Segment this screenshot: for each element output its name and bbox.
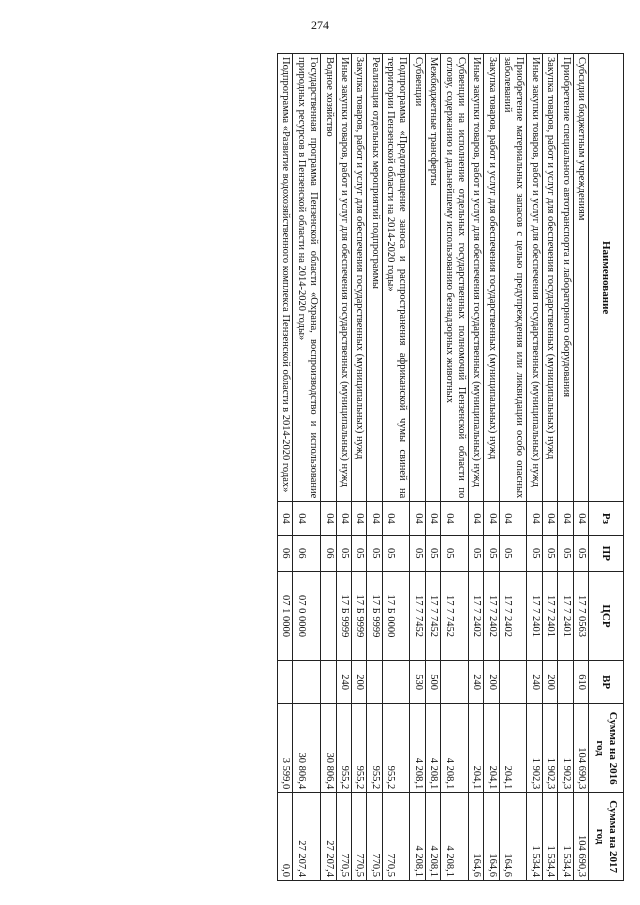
- row-pr-cell: 05: [352, 535, 367, 571]
- row-name-cell: Приобретение специального автотранспорта и лабораторного оборудования: [558, 54, 573, 502]
- row-rz-cell: 04: [527, 502, 542, 535]
- row-rz-cell: 04: [573, 502, 588, 535]
- row-name-cell: Реализация отдельных мероприятий подпрограммы: [367, 54, 382, 502]
- header-rz: Рз: [589, 502, 624, 535]
- row-sum-2016-cell: 204,1: [499, 704, 527, 793]
- row-name-cell: Межбюджетные трансферты: [425, 54, 440, 502]
- row-sum-2017-cell: 27 207,4: [321, 793, 336, 881]
- row-name-cell: Государственная программа Пензенской области «Охрана, воспроизводство и использование природных ресурсов в Пензенской области на 2014-2020 годы»: [293, 54, 321, 502]
- row-sum-2017-cell: 1 534,4: [542, 793, 557, 881]
- row-csr-cell: 17 Б 0000: [382, 571, 410, 660]
- table-row: [367, 54, 382, 881]
- row-sum-2017-cell: 164,6: [499, 793, 527, 881]
- row-csr-cell: 07 1 0000: [278, 571, 293, 660]
- row-rz-cell: 04: [558, 502, 573, 535]
- row-sum-2016-cell: 1 902,3: [542, 704, 557, 793]
- table-row: [542, 54, 557, 881]
- table-row: [441, 54, 469, 881]
- row-vr-cell: 240: [469, 660, 484, 703]
- table-body: [278, 54, 589, 881]
- row-pr-cell: 06: [278, 535, 293, 571]
- table-row: [573, 54, 588, 881]
- row-sum-2016-cell: 4 208,1: [425, 704, 440, 793]
- row-pr-cell: 05: [542, 535, 557, 571]
- row-vr-cell: [382, 660, 410, 703]
- table-row: [382, 54, 410, 881]
- header-csr: ЦСР: [589, 571, 624, 660]
- page-number: 274: [311, 18, 329, 32]
- row-pr-cell: 05: [425, 535, 440, 571]
- row-vr-cell: 240: [527, 660, 542, 703]
- row-rz-cell: 04: [484, 502, 499, 535]
- row-rz-cell: 04: [425, 502, 440, 535]
- row-pr-cell: 06: [321, 535, 336, 571]
- row-vr-cell: [441, 660, 469, 703]
- row-csr-cell: [321, 571, 336, 660]
- table-row: [321, 54, 336, 881]
- table-row: [410, 54, 425, 881]
- row-pr-cell: 05: [469, 535, 484, 571]
- row-sum-2017-cell: 770,5: [367, 793, 382, 881]
- row-name-cell: Субвенции на исполнение отдельных государственных полномочий Пензенской области по отлову, содержанию и дальнейшему использованию безнадзорных животных: [441, 54, 469, 502]
- row-sum-2017-cell: 27 207,4: [293, 793, 321, 881]
- row-sum-2016-cell: 4 208,1: [410, 704, 425, 793]
- row-sum-2017-cell: 164,6: [484, 793, 499, 881]
- table-row: [293, 54, 321, 881]
- table-header-row: [589, 54, 624, 881]
- row-vr-cell: [499, 660, 527, 703]
- row-sum-2017-cell: 770,5: [382, 793, 410, 881]
- row-rz-cell: 04: [542, 502, 557, 535]
- header-sum-2016: Сумма на 2016 год: [589, 704, 624, 793]
- row-csr-cell: 17 Б 9999: [367, 571, 382, 660]
- row-pr-cell: 05: [573, 535, 588, 571]
- row-csr-cell: 17 Б 9999: [336, 571, 351, 660]
- row-vr-cell: 200: [542, 660, 557, 703]
- row-sum-2017-cell: 770,5: [336, 793, 351, 881]
- row-vr-cell: 200: [352, 660, 367, 703]
- row-sum-2017-cell: 104 690,3: [573, 793, 588, 881]
- row-sum-2017-cell: 1 534,4: [527, 793, 542, 881]
- header-pr: ПР: [589, 535, 624, 571]
- row-sum-2017-cell: 1 534,4: [558, 793, 573, 881]
- row-pr-cell: 05: [410, 535, 425, 571]
- row-sum-2016-cell: 4 208,1: [441, 704, 469, 793]
- row-pr-cell: 05: [441, 535, 469, 571]
- row-vr-cell: [278, 660, 293, 703]
- row-vr-cell: 500: [425, 660, 440, 703]
- row-pr-cell: 06: [293, 535, 321, 571]
- row-sum-2016-cell: 955,2: [367, 704, 382, 793]
- row-sum-2016-cell: 104 690,3: [573, 704, 588, 793]
- row-sum-2017-cell: 0,0: [278, 793, 293, 881]
- row-csr-cell: 17 7 2402: [484, 571, 499, 660]
- row-sum-2017-cell: 4 208,1: [441, 793, 469, 881]
- row-sum-2016-cell: 955,2: [336, 704, 351, 793]
- row-vr-cell: 240: [336, 660, 351, 703]
- row-csr-cell: 07 0 0000: [293, 571, 321, 660]
- table-row: [558, 54, 573, 881]
- row-csr-cell: 17 7 7452: [410, 571, 425, 660]
- table-row: [336, 54, 351, 881]
- row-csr-cell: 17 7 2402: [469, 571, 484, 660]
- row-name-cell: Подпрограмма «Предотвращение заноса и распространения африканской чумы свиней на территории Пензенской области на 2014-2020 годы»: [382, 54, 410, 502]
- row-name-cell: Водное хозяйство: [321, 54, 336, 502]
- row-pr-cell: 05: [499, 535, 527, 571]
- table-row: [484, 54, 499, 881]
- row-csr-cell: 17 Б 9999: [352, 571, 367, 660]
- row-sum-2016-cell: 30 806,4: [293, 704, 321, 793]
- row-vr-cell: 530: [410, 660, 425, 703]
- rotated-table-container: [90, 53, 624, 881]
- row-sum-2016-cell: 30 806,4: [321, 704, 336, 793]
- row-sum-2016-cell: 955,2: [382, 704, 410, 793]
- row-rz-cell: 04: [410, 502, 425, 535]
- row-name-cell: Иные закупки товаров, работ и услуг для обеспечения государственных (муниципальных) нужд: [527, 54, 542, 502]
- row-sum-2017-cell: 164,6: [469, 793, 484, 881]
- row-rz-cell: 04: [352, 502, 367, 535]
- row-sum-2016-cell: 1 902,3: [558, 704, 573, 793]
- row-rz-cell: 04: [441, 502, 469, 535]
- row-csr-cell: 17 7 7452: [441, 571, 469, 660]
- row-csr-cell: 17 7 2401: [542, 571, 557, 660]
- row-pr-cell: 05: [484, 535, 499, 571]
- row-vr-cell: [293, 660, 321, 703]
- table-row: [425, 54, 440, 881]
- row-sum-2016-cell: 204,1: [484, 704, 499, 793]
- row-pr-cell: 05: [558, 535, 573, 571]
- row-rz-cell: 04: [293, 502, 321, 535]
- row-sum-2016-cell: 955,2: [352, 704, 367, 793]
- row-pr-cell: 05: [382, 535, 410, 571]
- row-rz-cell: 04: [382, 502, 410, 535]
- table-row: [527, 54, 542, 881]
- row-vr-cell: 200: [484, 660, 499, 703]
- row-pr-cell: 05: [367, 535, 382, 571]
- header-sum-2017: Сумма на 2017 год: [589, 793, 624, 881]
- header-vr: ВР: [589, 660, 624, 703]
- table-row: [499, 54, 527, 881]
- row-sum-2016-cell: 1 902,3: [527, 704, 542, 793]
- row-name-cell: Закупка товаров, работ и услуг для обеспечения государственных (муниципальных) нужд: [542, 54, 557, 502]
- row-name-cell: Субсидии бюджетным учреждениям: [573, 54, 588, 502]
- row-sum-2016-cell: 3 599,0: [278, 704, 293, 793]
- table-row: [352, 54, 367, 881]
- row-pr-cell: 05: [336, 535, 351, 571]
- row-csr-cell: 17 7 2402: [499, 571, 527, 660]
- row-name-cell: Закупка товаров, работ и услуг для обеспечения государственных (муниципальных) нужд: [352, 54, 367, 502]
- row-pr-cell: 05: [527, 535, 542, 571]
- row-sum-2017-cell: 4 208,1: [425, 793, 440, 881]
- row-name-cell: Приобретение материальных запасов с целью предупреждения или ликвидации особо опасных заболеваний: [499, 54, 527, 502]
- row-sum-2017-cell: 770,5: [352, 793, 367, 881]
- row-vr-cell: [367, 660, 382, 703]
- row-name-cell: Закупка товаров, работ и услуг для обеспечения государственных (муниципальных) нужд: [484, 54, 499, 502]
- row-csr-cell: 17 7 0563: [573, 571, 588, 660]
- header-name: Наименование: [589, 54, 624, 502]
- row-rz-cell: 04: [469, 502, 484, 535]
- row-name-cell: Иные закупки товаров, работ и услуг для обеспечения государственных (муниципальных) нужд: [336, 54, 351, 502]
- row-vr-cell: [321, 660, 336, 703]
- row-sum-2017-cell: 4 208,1: [410, 793, 425, 881]
- table-row: [469, 54, 484, 881]
- row-rz-cell: 04: [336, 502, 351, 535]
- row-csr-cell: 17 7 2401: [558, 571, 573, 660]
- row-rz-cell: 04: [499, 502, 527, 535]
- budget-table: [277, 53, 624, 881]
- row-rz-cell: 04: [367, 502, 382, 535]
- row-name-cell: Иные закупки товаров, работ и услуг для обеспечения государственных (муниципальных) нужд: [469, 54, 484, 502]
- row-name-cell: Подпрограмма «Развитие водохозяйственного комплекса Пензенской области в 2014-2020 годах»: [278, 54, 293, 502]
- row-name-cell: Субвенции: [410, 54, 425, 502]
- row-csr-cell: 17 7 7452: [425, 571, 440, 660]
- table-row: [278, 54, 293, 881]
- row-vr-cell: [558, 660, 573, 703]
- row-sum-2016-cell: 204,1: [469, 704, 484, 793]
- row-rz-cell: 04: [278, 502, 293, 535]
- row-rz-cell: 04: [321, 502, 336, 535]
- row-csr-cell: 17 7 2401: [527, 571, 542, 660]
- row-vr-cell: 610: [573, 660, 588, 703]
